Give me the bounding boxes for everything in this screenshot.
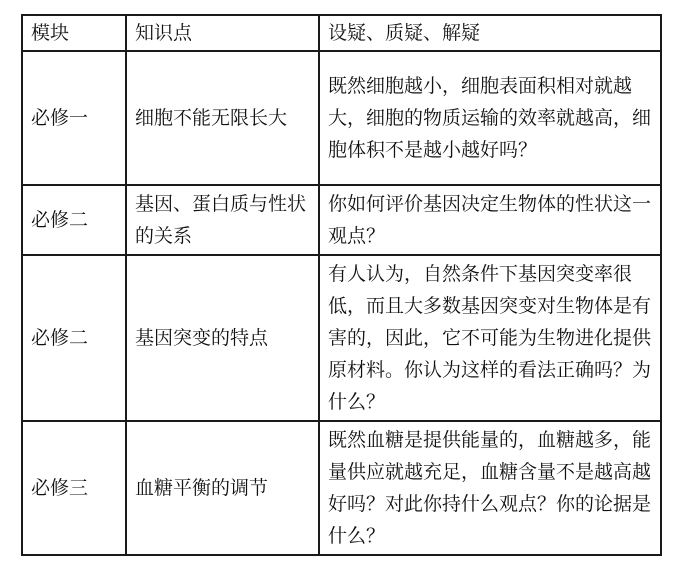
table-row <box>22 255 661 421</box>
cell-knowledge-point: 细胞不能无限长大 <box>126 51 319 185</box>
header-question: 设疑、质疑、解疑 <box>319 15 661 51</box>
cell-knowledge-point: 基因、蛋白质与性状的关系 <box>126 185 319 255</box>
cell-module: 必修二 <box>22 255 126 421</box>
cell-module: 必修三 <box>22 421 126 555</box>
table-row <box>22 51 661 185</box>
cell-knowledge-point: 基因突变的特点 <box>126 255 319 421</box>
header-module: 模块 <box>22 15 126 51</box>
cell-module: 必修二 <box>22 185 126 255</box>
table-row <box>22 185 661 255</box>
cell-question: 你如何评价基因决定生物体的性状这一观点？ <box>319 185 661 255</box>
cell-knowledge-point: 血糖平衡的调节 <box>126 421 319 555</box>
table-header-row <box>22 15 661 51</box>
knowledge-question-table <box>21 14 662 556</box>
table-row <box>22 421 661 555</box>
cell-question: 既然细胞越小，细胞表面积相对就越大，细胞的物质运输的效率就越高，细胞体积不是越小越好吗？ <box>319 51 661 185</box>
header-knowledge-point: 知识点 <box>126 15 319 51</box>
cell-question: 既然血糖是提供能量的，血糖越多，能量供应就越充足，血糖含量不是越高越好吗？对此你持什么观点？你的论据是什么？ <box>319 421 661 555</box>
cell-question: 有人认为，自然条件下基因突变率很低，而且大多数基因突变对生物体是有害的，因此，它不可能为生物进化提供原材料。你认为这样的看法正确吗？为什么？ <box>319 255 661 421</box>
cell-module: 必修一 <box>22 51 126 185</box>
